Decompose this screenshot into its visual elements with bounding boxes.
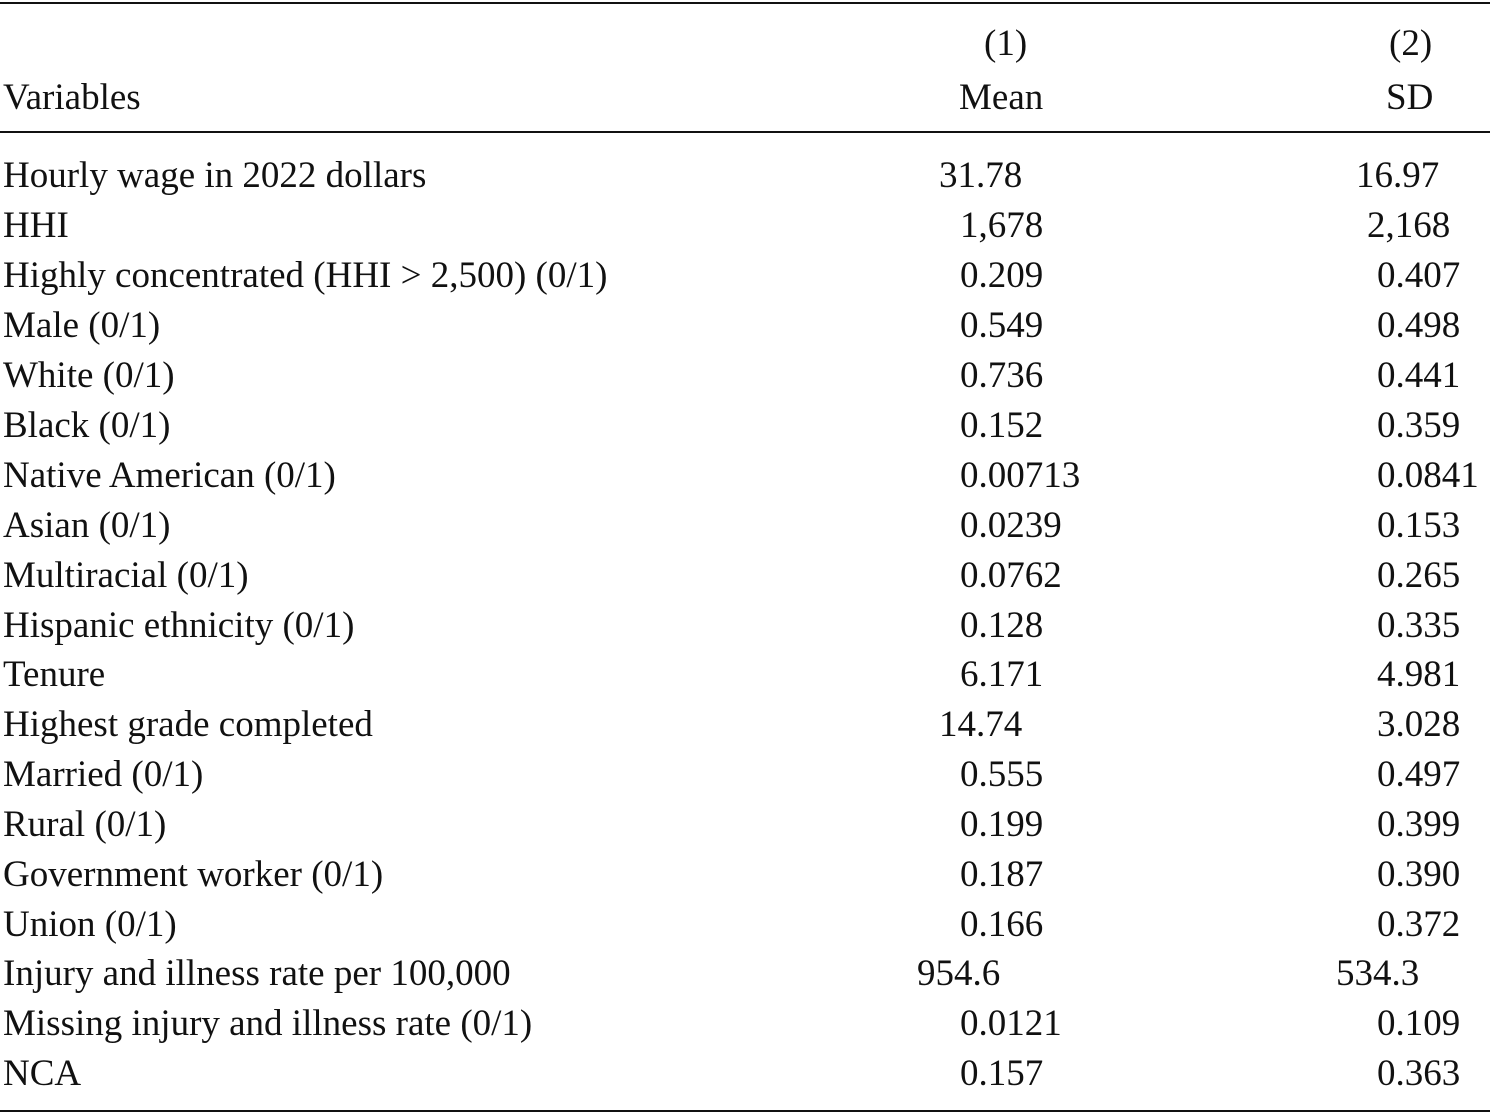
row-label: Highly concentrated (HHI > 2,500) (0/1) xyxy=(3,255,608,296)
row-label: Black (0/1) xyxy=(3,405,171,446)
row-sd: 0.363 xyxy=(1377,1053,1461,1094)
row-mean: 0.0121 xyxy=(960,1003,1062,1044)
row-sd: 0.372 xyxy=(1377,904,1461,945)
col1-number: (1) xyxy=(984,23,1028,64)
row-sd: 0.265 xyxy=(1377,555,1461,596)
row-mean: 0.0762 xyxy=(960,555,1062,596)
row-sd: 2,168 xyxy=(1367,205,1451,246)
row-label: Government worker (0/1) xyxy=(3,854,384,895)
row-mean: 6.171 xyxy=(960,654,1044,695)
row-sd: 0.359 xyxy=(1377,405,1461,446)
variables-header: Variables xyxy=(3,77,141,118)
row-label: HHI xyxy=(3,205,69,246)
row-label: Hispanic ethnicity (0/1) xyxy=(3,605,355,646)
header-rule xyxy=(0,131,1490,133)
row-mean: 0.555 xyxy=(960,754,1044,795)
row-sd: 0.399 xyxy=(1377,804,1461,845)
row-label: Rural (0/1) xyxy=(3,804,167,845)
row-label: Asian (0/1) xyxy=(3,505,171,546)
row-mean: 0.199 xyxy=(960,804,1044,845)
row-mean: 0.0239 xyxy=(960,505,1062,546)
mean-header: Mean xyxy=(959,77,1044,118)
row-mean: 0.187 xyxy=(960,854,1044,895)
row-label: NCA xyxy=(3,1053,82,1094)
row-sd: 0.390 xyxy=(1377,854,1461,895)
row-label: Union (0/1) xyxy=(3,904,177,945)
row-label: Male (0/1) xyxy=(3,305,161,346)
row-mean: 14.74 xyxy=(939,704,1023,745)
sd-header: SD xyxy=(1386,77,1434,118)
row-mean: 0.549 xyxy=(960,305,1044,346)
row-sd: 0.407 xyxy=(1377,255,1461,296)
row-mean: 0.209 xyxy=(960,255,1044,296)
row-mean: 0.128 xyxy=(960,605,1044,646)
row-sd: 0.335 xyxy=(1377,605,1461,646)
row-mean: 954.6 xyxy=(917,953,1001,994)
row-sd: 0.497 xyxy=(1377,754,1461,795)
row-sd: 0.109 xyxy=(1377,1003,1461,1044)
row-sd: 4.981 xyxy=(1377,654,1461,695)
row-label: Injury and illness rate per 100,000 xyxy=(3,953,511,994)
row-mean: 1,678 xyxy=(960,205,1044,246)
row-label: Native American (0/1) xyxy=(3,455,336,496)
row-label: Tenure xyxy=(3,654,106,695)
row-sd: 3.028 xyxy=(1377,704,1461,745)
col2-number: (2) xyxy=(1389,23,1433,64)
row-mean: 31.78 xyxy=(939,155,1023,196)
row-sd: 0.498 xyxy=(1377,305,1461,346)
row-mean: 0.152 xyxy=(960,405,1044,446)
row-sd: 534.3 xyxy=(1336,953,1420,994)
row-mean: 0.157 xyxy=(960,1053,1044,1094)
row-label: Married (0/1) xyxy=(3,754,204,795)
row-label: Hourly wage in 2022 dollars xyxy=(3,155,427,196)
row-sd: 0.0841 xyxy=(1377,455,1479,496)
row-sd: 0.441 xyxy=(1377,355,1461,396)
row-label: Highest grade completed xyxy=(3,704,373,745)
row-mean: 0.166 xyxy=(960,904,1044,945)
row-mean: 0.00713 xyxy=(960,455,1081,496)
row-sd: 0.153 xyxy=(1377,505,1461,546)
row-sd: 16.97 xyxy=(1356,155,1440,196)
row-mean: 0.736 xyxy=(960,355,1044,396)
bottom-rule xyxy=(0,1110,1490,1112)
row-label: Missing injury and illness rate (0/1) xyxy=(3,1003,533,1044)
top-rule xyxy=(0,2,1490,4)
row-label: White (0/1) xyxy=(3,355,175,396)
row-label: Multiracial (0/1) xyxy=(3,555,249,596)
